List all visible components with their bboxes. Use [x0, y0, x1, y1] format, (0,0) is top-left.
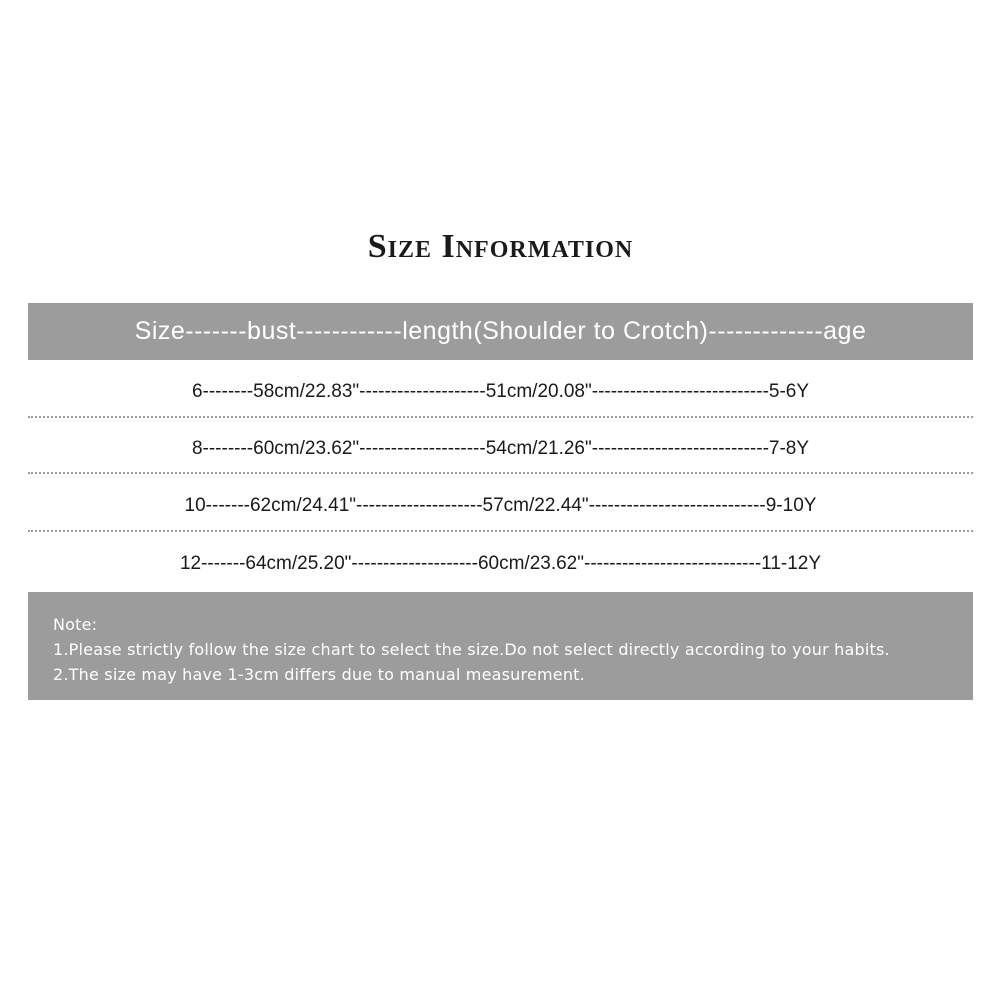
note-line-2: 2.The size may have 1-3cm differs due to manual measurement.	[53, 665, 585, 684]
size-row-10: 10-------62cm/24.41"--------------------57cm/22.44"----------------------------9-10Y	[184, 495, 817, 516]
note-line-1: 1.Please strictly follow the size chart to select the size.Do not select directly according to your habits.	[53, 640, 890, 659]
size-row-12: 12-------64cm/25.20"--------------------60cm/23.62"----------------------------11-12Y	[179, 553, 822, 574]
row-divider	[28, 472, 973, 474]
size-row-8: 8--------60cm/23.62"--------------------54cm/21.26"----------------------------7-8Y	[191, 438, 810, 459]
note-box	[28, 592, 973, 700]
page-title: Size Information	[367, 228, 634, 265]
row-divider	[28, 416, 973, 418]
size-table-header: Size-------bust------------length(Shoulder to Crotch)-------------age	[28, 303, 973, 360]
size-row-6: 6--------58cm/22.83"--------------------51cm/20.08"----------------------------5-6Y	[191, 381, 810, 402]
row-divider	[28, 530, 973, 532]
note-heading: Note:	[53, 615, 98, 634]
